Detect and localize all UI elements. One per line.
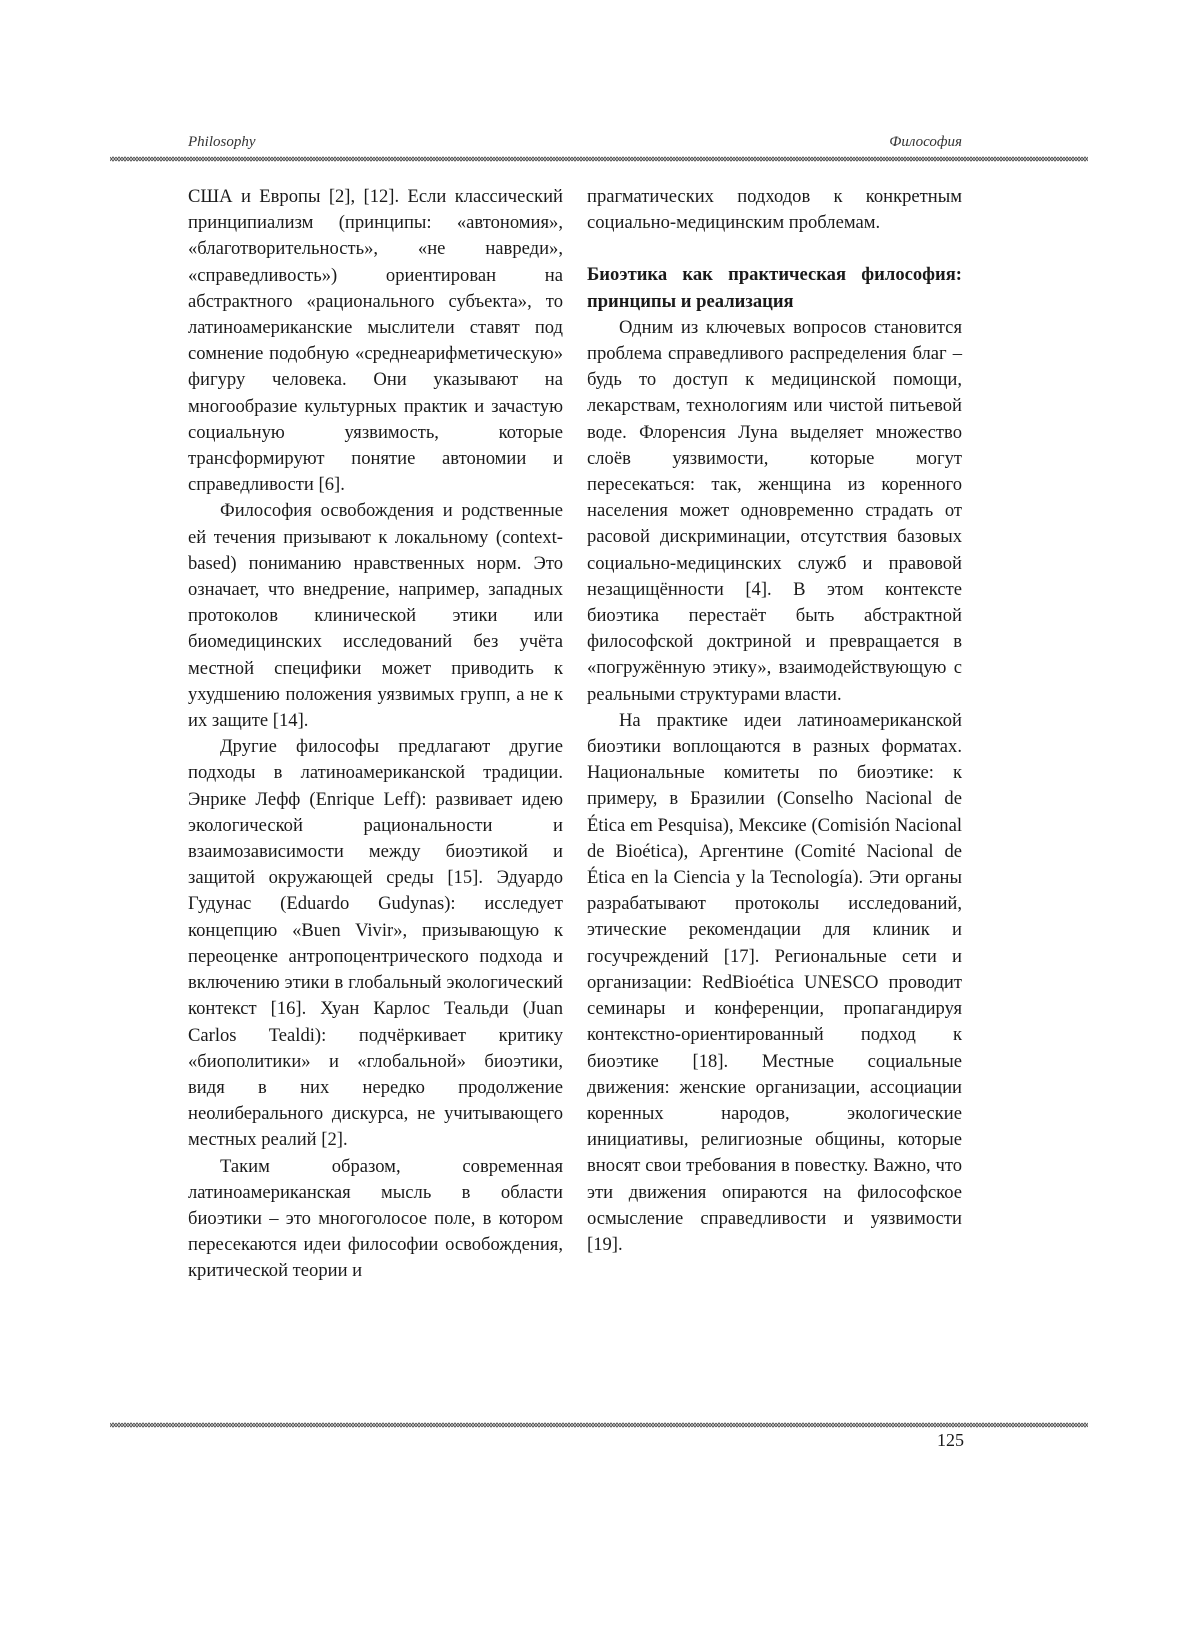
- body-paragraph: Философия освобождения и родственные ей течения призывают к локальному (context-based) пониманию нравственных норм. Это означает, что внедрение, например, западных протоколов клинической этики или биомедицинских исследований без учёта местной специфики может приводить к ухудшению положения уязвимых групп, а не к их защите [14].: [188, 500, 563, 732]
- section-heading: Биоэтика как практическая философия: принципы и реализация: [587, 264, 962, 312]
- top-ornamental-rule: [110, 155, 1088, 163]
- left-column: [188, 184, 563, 1285]
- body-paragraph: Одним из ключевых вопросов становится проблема справедливого распределения благ – будь то доступ к медицинской помощи, лекарствам, технологиям или чистой питьевой воде. Флоренсия Луна выделяет множество слоёв уязвимости, которые могут пересекаться: так, женщина из коренного населения может одновременно страдать от расовой дискриминации, отсутствия базовых социально-медицинских служб и правовой незащищённости [4]. В этом контексте биоэтика перестаёт быть абстрактной философской доктриной и превращается в «погружённую этику», взаимодействующую с реальными структурами власти.: [587, 316, 962, 705]
- body-paragraph: Таким образом, современная латиноамериканская мысль в области биоэтики – это многоголосое поле, в котором пересекаются идеи философии освобождения, критической теории и: [188, 1155, 563, 1282]
- body-paragraph: На практике идеи латиноамериканской биоэтики воплощаются в разных форматах. Национальные комитеты по биоэтике: к примеру, в Бразилии (Conselho Nacional de Ética em Pesquisa), Мексике (Comisión Nacional de Bioética), Аргентине (Comité Nacional de Ética en la Ciencia y la Tecnología). Эти органы разрабатывают протоколы исследований, этические рекомендации для клиник и госучреждений [17]. Региональные сети и организации: RedBioética UNESCO проводит семинары и конференции, пропагандируя контекстно-ориентированный подход к биоэтике [18]. Местные социальные движения: женские организации, ассоциации коренных народов, экологические инициативы, религиозные общины, которые вносят свои требования в повестку. Важно, что эти движения опираются на философское осмысление справедливости и уязвимости [19].: [587, 709, 962, 1255]
- page-number: 125: [937, 1430, 964, 1450]
- bottom-ornamental-rule: [110, 1421, 1088, 1429]
- body-paragraph: Другие философы предлагают другие подходы в латиноамериканской традиции. Энрике Лефф (Enrique Leff): развивает идею экологической рациональности и взаимозависимости между биоэтикой и защитой окружающей среды [15]. Эдуардо Гудунас (Eduardo Gudynas): исследует концепцию «Buen Vivir», призывающую к переоценке антропоцентрического подхода и включению этики в глобальный экологический контекст [16]. Хуан Карлос Теальди (Juan Carlos Tealdi): подчёркивает критику «биополитики» и «глобальной» биоэтики, видя в них нередко продолжение неолиберального дискурса, не учитывающего местных реалий [2].: [188, 736, 563, 1151]
- body-paragraph: США и Европы [2], [12]. Если классический принципиализм (принципы: «автономия», «благотворительность», «не навреди», «справедливость») ориентирован на абстрактного «рационального субъекта», то латиноамериканские мыслители ставят под сомнение подобную «среднеарифметическую» фигуру человека. Они указывают на многообразие культурных практик и зачастую социальную уязвимость, которые трансформируют понятие автономии и справедливости [6].: [188, 186, 563, 496]
- header-section-ru: Философия: [889, 134, 962, 150]
- section-spacer: [587, 236, 962, 262]
- running-header: [188, 134, 962, 156]
- right-column: [587, 184, 962, 1258]
- body-paragraph-continuation: прагматических подходов к конкретным социально-медицинским проблемам.: [587, 186, 962, 234]
- header-section-en: Philosophy: [188, 134, 256, 150]
